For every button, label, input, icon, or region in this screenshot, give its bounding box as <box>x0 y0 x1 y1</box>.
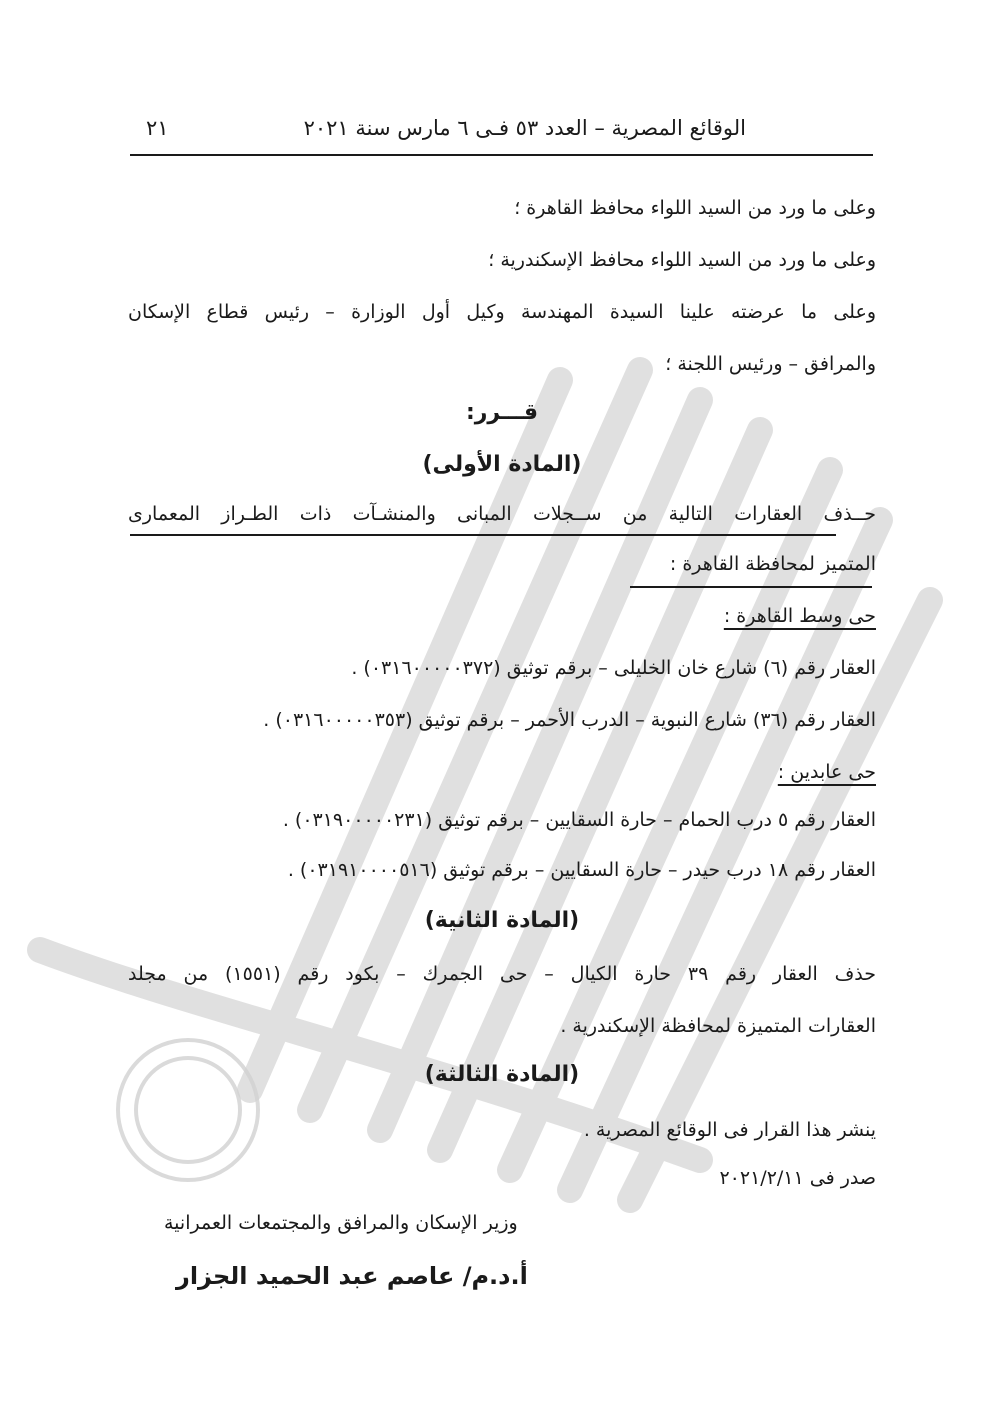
minister-name: أ.د.م/ عاصم عبد الحميد الجزار <box>176 1262 528 1290</box>
article-2-heading: (المادة الثانية) <box>424 908 580 933</box>
header-rule <box>130 154 873 156</box>
article-2-text: العقارات المتميزة لمحافظة الإسكندرية . <box>560 1015 876 1037</box>
intro-underline <box>130 534 836 536</box>
article-1-heading: (المادة الأولى) <box>422 452 582 477</box>
article-2-text: حذف العقار رقم ٣٩ حارة الكيال – حى الجمرك – بكود رقم (١٥٥١) من مجلد <box>128 963 877 985</box>
preamble-line: وعلى ما ورد من السيد اللواء محافظ الإسكندرية ؛ <box>488 249 876 271</box>
property-item: العقار رقم ٥ درب الحمام – حارة السقايين – برقم توثيق (٠٣١٩٠٠٠٠٠٢٣١) . <box>282 809 876 831</box>
watermark-stroke <box>440 430 760 1150</box>
article-3-heading: (المادة الثالثة) <box>424 1062 580 1087</box>
watermark-stroke <box>630 600 930 1200</box>
article-1-intro: حــذف العقارات التالية من ســجلات المبانى والمنشـآت ذات الطـراز المعمارى <box>128 503 876 525</box>
issue-date: صدر فى ٢٠٢١/٢/١١ <box>719 1167 876 1189</box>
property-item: العقار رقم (٣٦) شارع النبوية – الدرب الأحمر – برقم توثيق (٠٣١٦٠٠٠٠٠٣٥٣) . <box>263 709 876 731</box>
article-1-intro-cont: المتميز لمحافظة القاهرة : <box>669 553 876 575</box>
intro-underline <box>630 586 872 588</box>
district-heading: حى عابدين : <box>777 761 876 783</box>
preamble-line: وعلى ما ورد من السيد اللواء محافظ القاهرة ؛ <box>514 197 876 219</box>
property-item: العقار رقم ١٨ درب حيدر – حارة السقايين – برقم توثيق (٠٣١٩١٠٠٠٠٥١٦) . <box>287 859 876 881</box>
preamble-line: وعلى ما عرضته علينا السيدة المهندسة وكيل أول الوزارة – رئيس قطاع الإسكان <box>128 301 876 323</box>
article-3-text: ينشر هذا القرار فى الوقائع المصرية . <box>583 1119 876 1141</box>
property-item: العقار رقم (٦) شارع خان الخليلى – برقم توثيق (٠٣١٦٠٠٠٠٠٣٧٢) . <box>351 657 876 679</box>
district-heading: حى وسط القاهرة : <box>723 605 876 627</box>
page-number: ٢١ <box>146 116 169 140</box>
watermark-stroke <box>310 370 640 1110</box>
minister-title: وزير الإسكان والمرافق والمجتمعات العمرانية <box>164 1212 518 1234</box>
decision-heading: قـــرر: <box>465 400 539 425</box>
preamble-line: والمرافق – ورئيس اللجنة ؛ <box>665 353 876 375</box>
gazette-header-title: الوقائع المصرية – العدد ٥٣ فـى ٦ مارس سنة ٢٠٢١ <box>303 116 746 140</box>
